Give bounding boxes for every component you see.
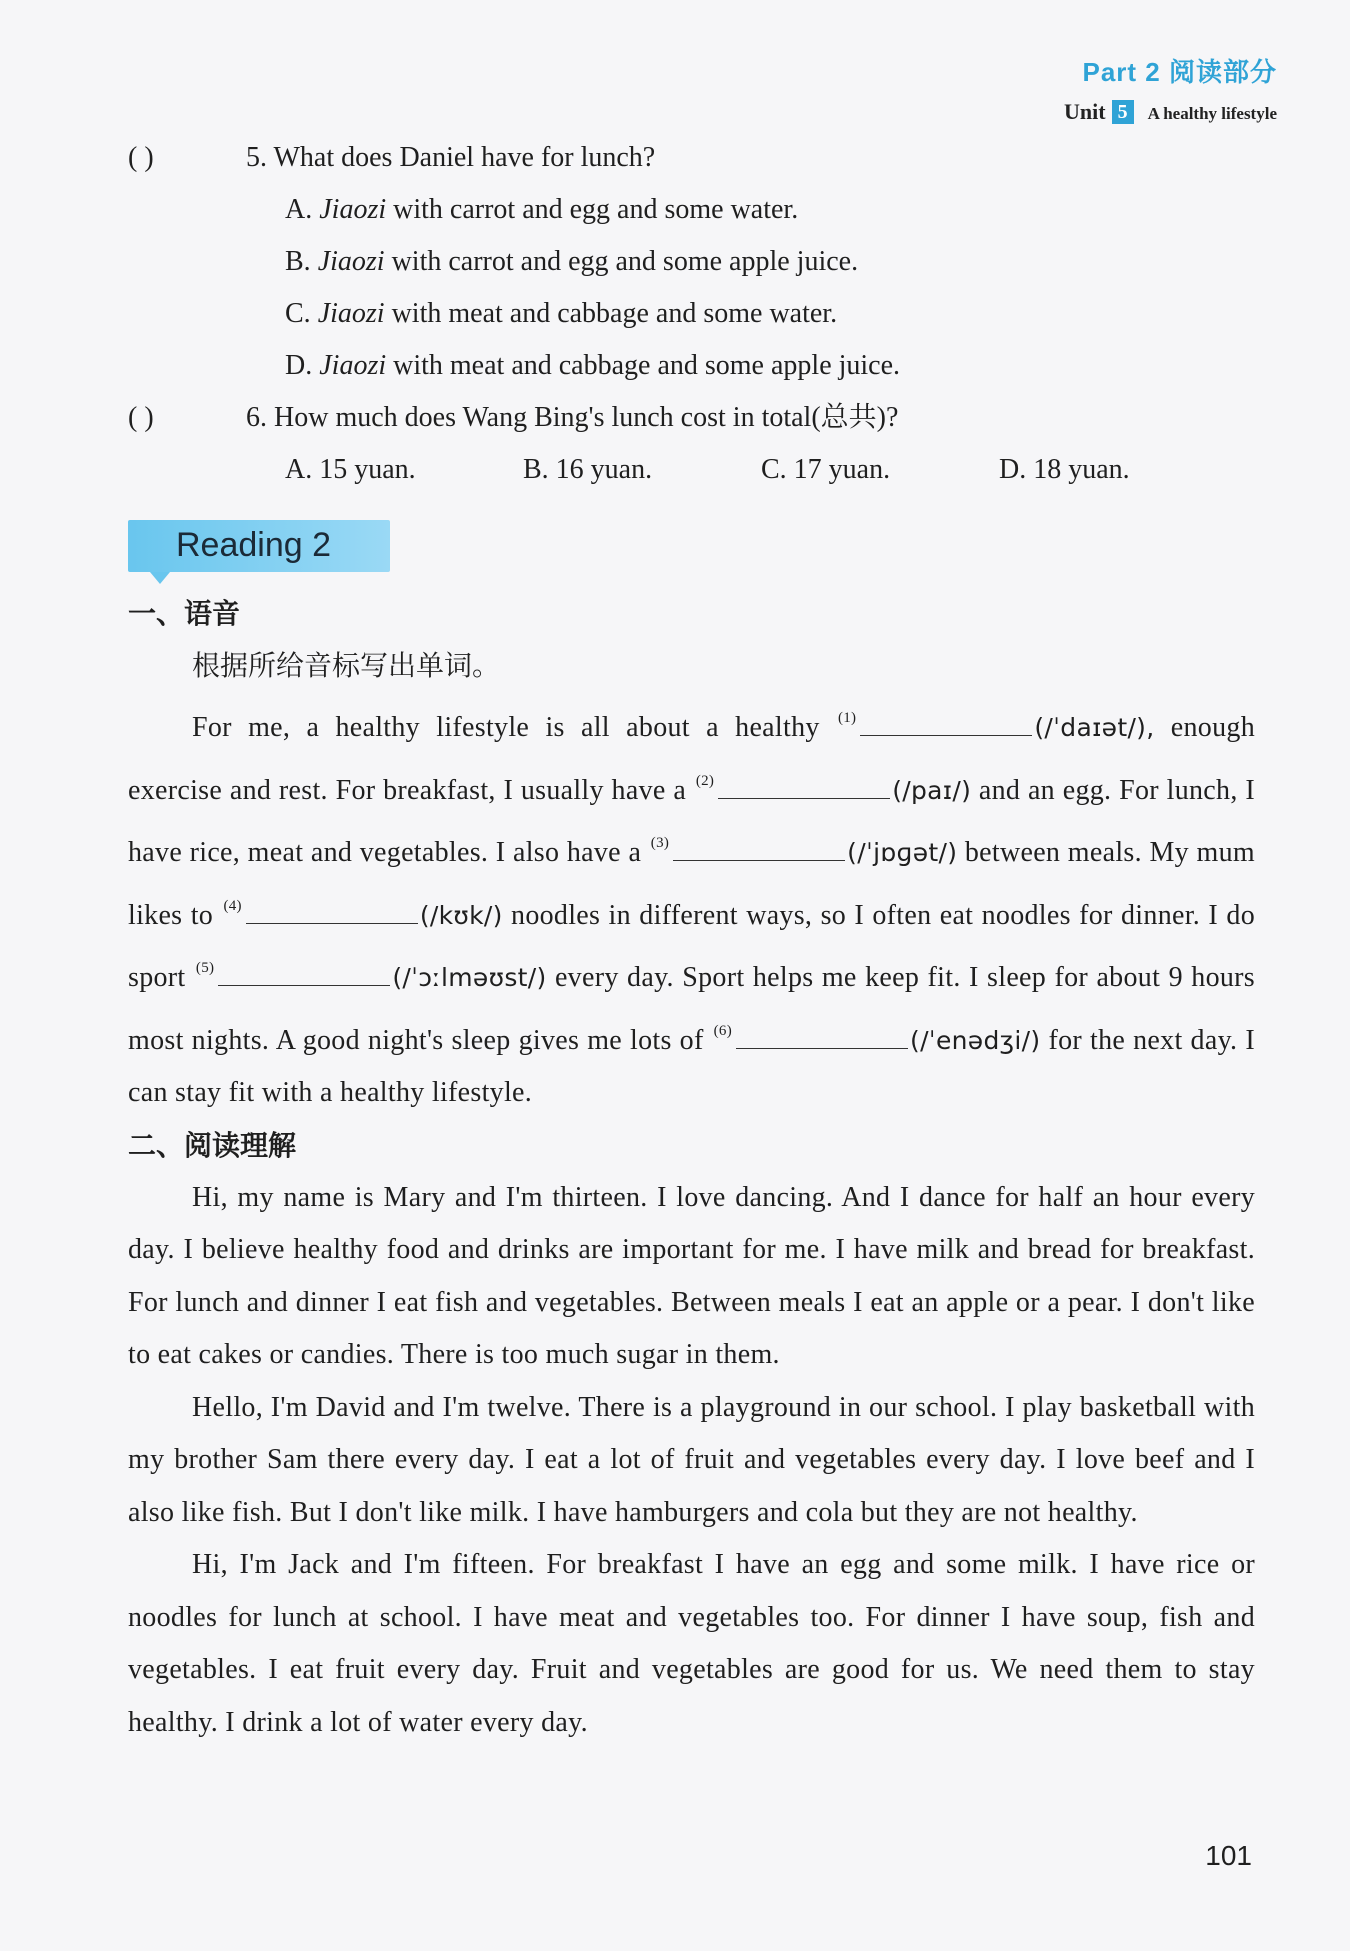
blank-2[interactable] [718,776,890,799]
answer-paren[interactable]: ( ) [128,142,154,173]
option-a: A. Jiaozi with carrot and egg and some water. [285,194,799,225]
question-stem: 5. What does Daniel have for lunch? [246,142,656,173]
phonetic: (/ˈɔːlməʊst/) [392,963,547,992]
phonetic: (/ˈjɒɡət/) [847,838,958,867]
blank-6[interactable] [736,1026,908,1049]
section-title-reading: 二、阅读理解 [128,1128,297,1162]
option-a: A. 15 yuan. [285,454,416,485]
unit-number-badge: 5 [1112,100,1134,124]
option-b: B. 16 yuan. [523,454,653,485]
instruction: 根据所给音标写出单词。 [192,649,501,682]
cloze-paragraph: For me, a healthy lifestyle is all about a healthy $^{(1)}$ (/ˈdaɪət/), enough exercise and rest. For breakfast, I usually have a $^{(2)}$ (/paɪ/) and an egg. For lunch, I have rice, meat and vegetables. I also have a $^{(3)}$ (/ˈjɒɡət/) between meals. My mum likes to $^{(4)}$ (/kʊk/) noodles in different ways, so I often eat noodles for dinner. I do sport $^{(5)}$ (/ˈɔːlməʊst/) every day. Sport helps me keep fit. I sleep for about 9 hours most nights. A good night's sleep gives me lots of $^{(6)}$ (/ˈenədʒi/) for the next day. I can stay fit with a healthy lifestyle. [128,710,1256,1108]
phonetic: (/ˈdaɪət/), [1034,713,1155,742]
question-6 [128,392,1255,444]
blank-number: (5) [195,960,215,976]
option-b: B. Jiaozi with carrot and egg and some apple juice. [285,246,859,277]
blank-4[interactable] [246,901,418,924]
part-title: Part 2 阅读部分 [1082,57,1277,87]
blank-3[interactable] [673,838,845,861]
phonetic: (/ˈenədʒi/) [910,1025,1041,1055]
phonetic: (/kʊk/) [419,900,503,930]
blank-number: (4) [223,897,242,914]
blank-5[interactable] [218,963,390,986]
banner-tail [150,572,170,584]
blank-number: (1) [837,710,857,726]
option-c: C. 17 yuan. [761,454,891,485]
passage-david: Hello, I'm David and I'm twelve. There is a playground in our school. I play basketball with my brother Sam there every day. I eat a lot of fruit and vegetables every day. I love beef and I also like fish. But I don't like milk. I have hamburgers and cola but they are not healthy. [128,1391,1255,1528]
blank-number: (2) [695,772,715,789]
option-d: D. 18 yuan. [999,454,1130,485]
unit-title: A healthy lifestyle [1147,104,1277,123]
unit-word: Unit [1064,99,1106,124]
passage-mary: Hi, my name is Mary and I'm thirteen. I love dancing. And I dance for half an hour every day. I believe healthy food and drinks are important for me. I have milk and bread for breakfast. For lunch and dinner I eat fish and vegetables. Between meals I eat an apple or a pear. I don't like to eat cakes or candies. There is too much sugar in them. [128,1181,1255,1370]
option-c: C. Jiaozi with meat and cabbage and some water. [285,298,838,329]
banner-label: Reading 2 [176,526,332,564]
question-stem: 6. How much does Wang Bing's lunch cost in total(总共)? [246,402,899,433]
page-number: 101 [1205,1840,1252,1871]
section-banner [128,520,390,572]
question-5 [128,132,1255,184]
blank-number: (6) [713,1022,733,1039]
blank-number: (3) [650,835,670,851]
unit-line [1064,99,1277,125]
running-header [1064,52,1277,125]
main-content [128,132,1255,1749]
blank-1[interactable] [860,713,1032,736]
answer-paren[interactable]: ( ) [128,402,154,433]
passage-jack: Hi, I'm Jack and I'm fifteen. For breakfast I have an egg and some milk. I have rice or noodles for lunch at school. I have meat and vegetables too. For dinner I have soup, fish and vegetables. I eat fruit every day. Fruit and vegetables are good for us. We need them to stay healthy. I drink a lot of water every day. [128,1549,1255,1738]
option-d: D. Jiaozi with meat and cabbage and some apple juice. [285,350,901,381]
section-title-phonetics: 一、语音 [128,597,241,630]
phonetic: (/paɪ/) [892,775,972,805]
options-row [128,444,1255,496]
